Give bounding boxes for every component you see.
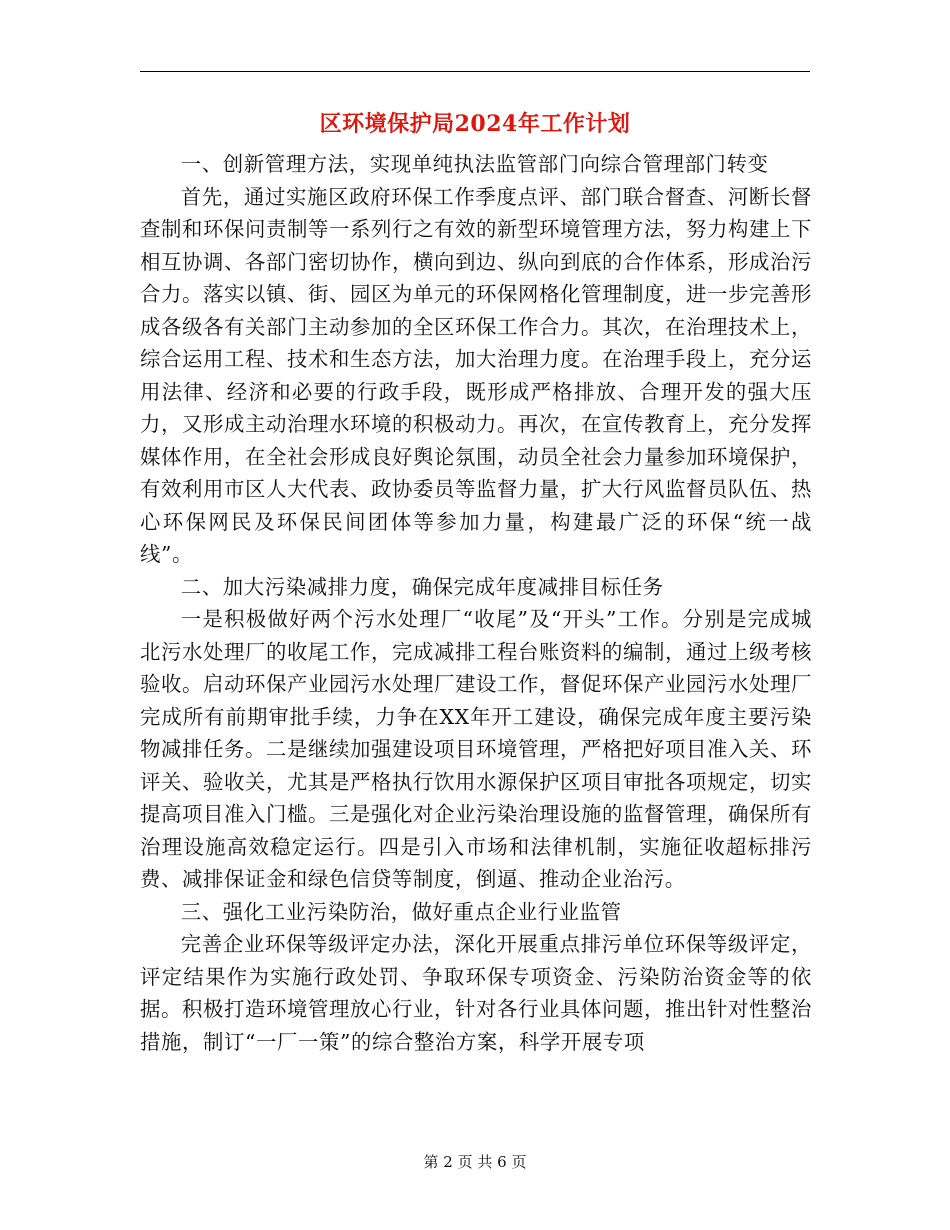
- section-heading-1: 一、创新管理方法，实现单纯执法监管部门向综合管理部门转变: [180, 152, 769, 176]
- footer-prefix: 第: [423, 1153, 439, 1171]
- body-paragraph-2: 一是积极做好两个污水处理厂“收尾”及“开头”工作。分别是完成城北污水处理厂的收尾工作，完成减排工程台账资料的编制，通过上级考核验收。启动环保产业园污水处理厂建设工作，督促环保产业园污水处理厂完成所有前期审批手续，力争在XX年开工建设，确保完成年度主要污染物减排任务。二是继续加强建设项目环境管理，严格把好项目准入关、环评关、验收关，尤其是严格执行饮用水源保护区项目审批各项规定，切实提高项目准入门槛。三是强化对企业污染治理设施的监督管理，确保所有治理设施高效稳定运行。四是引入市场和法律机制，实施征收超标排污费、减排保证金和绿色信贷等制度，倒逼、推动企业治污。: [140, 607, 812, 891]
- section-heading-3: 三、强化工业污染防治，做好重点企业行业监管: [180, 899, 622, 924]
- page-footer: [0, 1152, 950, 1172]
- body-paragraph-3: 完善企业环保等级评定办法，深化开展重点排污单位环保等级评定，评定结果作为实施行政处罚、争取环保专项资金、污染防治资金等的依据。积极打造环境管理放心行业，针对各行业具体问题，推出针对性整治措施，制订“一厂一策”的综合整治方案，科学开展专项: [140, 932, 812, 1054]
- total-pages-number: 6: [497, 1153, 507, 1171]
- document-title: 区环境保护局2024年工作计划: [319, 111, 631, 137]
- current-page-number: 2: [443, 1153, 453, 1171]
- footer-suffix: 页: [511, 1153, 527, 1171]
- section-heading-2: 二、加大污染减排力度，确保完成年度减排目标任务: [180, 574, 664, 599]
- document-body: [140, 148, 812, 1058]
- body-paragraph-1: 首先，通过实施区政府环保工作季度点评、部门联合督查、河断长督查制和环保问责制等一系列行之有效的新型环境管理方法，努力构建上下相互协调、各部门密切协作，横向到边、纵向到底的合作体系，形成治污合力。落实以镇、街、园区为单元的环保网格化管理制度，进一步完善形成各级各有关部门主动参加的全区环保工作合力。其次，在治理技术上，综合运用工程、技术和生态方法，加大治理力度。在治理手段上，充分运用法律、经济和必要的行政手段，既形成严格排放、合理开发的强大压力，又形成主动治理水环境的积极动力。再次，在宣传教育上，充分发挥媒体作用，在全社会形成良好舆论氛围，动员全社会力量参加环境保护，有效利用市区人大代表、政协委员等监督力量，扩大行风监督员队伍、热心环保网民及环保民间团体等参加力量，构建最广泛的环保“统一战线”。: [140, 184, 812, 566]
- header-rule: [140, 71, 810, 72]
- footer-middle: 页 共: [457, 1153, 493, 1171]
